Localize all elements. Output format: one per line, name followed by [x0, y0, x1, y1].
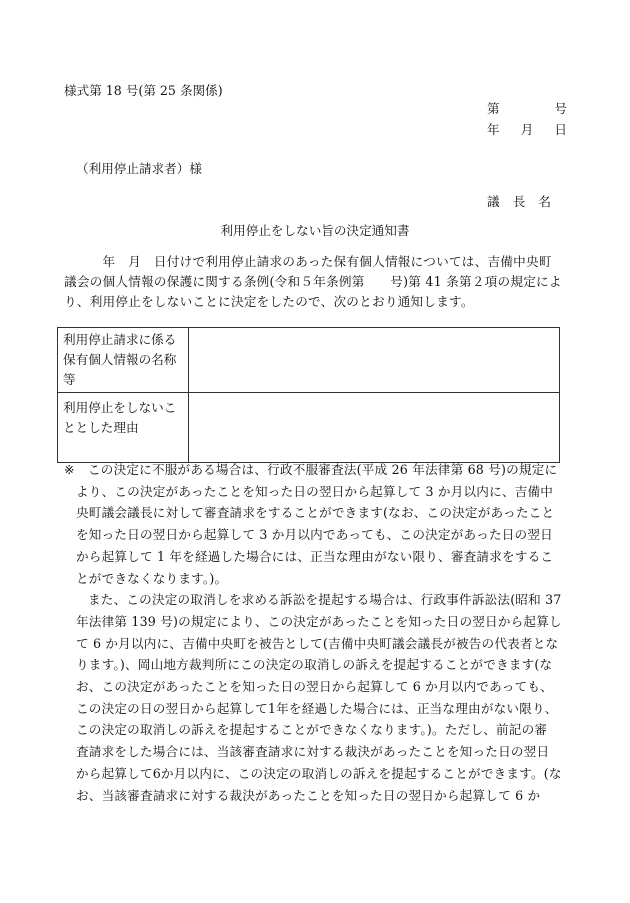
sender-chairman-name — [487, 191, 551, 210]
note-line: より、この決定があったことを知った日の翌日から起算して 3 か月以内に、吉備中 — [76, 483, 554, 499]
table-label-line: 利用停止請求に係る — [63, 332, 177, 347]
document-date — [487, 119, 567, 138]
notes-section — [64, 459, 570, 806]
note-line: この決定の取消しの訴えを提起することができなくなります。)。ただし、前記の審 — [76, 722, 548, 738]
note-line: から起算して6か月以内に、この決定の取消しの訴えを提起することができます。(な — [76, 765, 562, 781]
note-line: から起算して 1 年を経過した場合には、正当な理由がない限り、審査請求をするこ — [76, 548, 554, 564]
note-line — [64, 459, 570, 481]
intro-line: り、利用停止をしないことに決定をしたので、次のとおり通知します。 — [64, 294, 474, 309]
note-line: とができなくなります。)。 — [76, 570, 228, 586]
table-value-personal-info-name — [189, 328, 560, 393]
note-line: 査請求をした場合には、当該審査請求に対する裁決があったことを知った日の翌日 — [76, 744, 550, 760]
intro-line: 議会の個人情報の保護に関する条例(令和５年条例第 号)第 41 条第２項の規定によ — [64, 274, 562, 289]
document-title: 利用停止をしない旨の決定通知書 — [220, 223, 410, 238]
table-label-line: 等 — [63, 372, 76, 387]
note-line: お、当該審査請求に対する裁決があったことを知った日の翌日から起算して 6 か — [76, 787, 541, 803]
form-number: 様式第 18 号(第 25 条関係) — [64, 83, 223, 98]
note-line: 年法律第 139 号)の規定により、この決定があったことを知った日の翌日から起算し — [76, 613, 562, 629]
note-line: て 6 か月以内に、吉備中央町を被告として(吉備中央町議会議長が被告の代表者とな — [76, 635, 559, 651]
intro-line: 年 月 日付けで利用停止請求のあった保有個人情報については、吉備中央町 — [64, 254, 552, 269]
note-line: ります。)、岡山地方裁判所にこの決定の取消しの訴えを提起することができます(な — [76, 657, 553, 673]
note-line: この決定の日の翌日から起算して1年を経過した場合には、正当な理由がない限り、 — [76, 700, 558, 716]
date-day: 日 — [554, 122, 567, 137]
note-line: また、この決定の取消しを求める訴訟を提起する場合は、行政事件訴訟法(昭和 37 — [88, 592, 562, 608]
table-label-line: 利用停止をしないこ — [63, 400, 177, 415]
table-label-reason — [58, 393, 189, 463]
document-number-suffix: 号 — [554, 101, 567, 116]
document-number — [487, 98, 567, 117]
document-number-prefix: 第 — [487, 101, 500, 116]
date-year: 年 — [487, 122, 500, 137]
note-line: を知った日の翌日から起算して 3 か月以内であっても、この決定があった日の翌日 — [76, 527, 553, 543]
date-month: 月 — [520, 122, 534, 137]
recipient: （利用停止請求者）様 — [76, 161, 202, 176]
sender-char-2: 長 — [512, 194, 526, 209]
sender-char-3: 名 — [538, 194, 551, 209]
intro-paragraph — [64, 252, 568, 312]
table-row — [58, 328, 560, 393]
sender-char-1: 議 — [487, 194, 500, 209]
table-label-line: ととした理由 — [63, 420, 139, 435]
note-text: この決定に不服がある場合は、行政不服審査法(平成 26 年法律第 68 号)の規定に — [88, 462, 558, 477]
note-line: お、この決定があったことを知った日の翌日から起算して 6 か月以内であっても、 — [76, 679, 553, 695]
note-mark: ※ — [64, 462, 75, 477]
table-label-personal-info-name — [58, 328, 189, 393]
table-value-reason — [189, 393, 560, 463]
table-label-line: 保有個人情報の名称 — [63, 352, 177, 367]
info-table — [57, 327, 560, 463]
note-line: 央町議会議長に対して審査請求をすることができます(なお、この決定があったこと — [76, 505, 555, 521]
table-row — [58, 393, 560, 463]
